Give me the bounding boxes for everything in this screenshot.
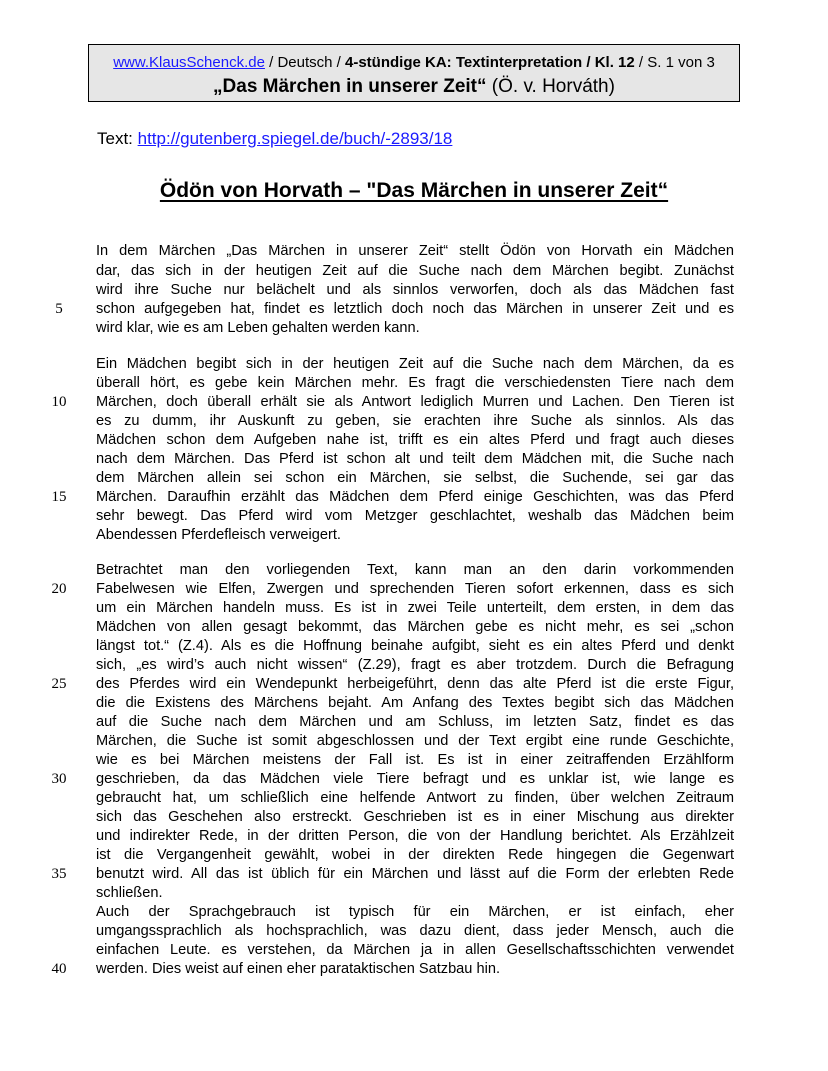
text-line: schon aufgegeben hat, findet es letztlich doch noch das Märchen in unserer Zeit und es: [96, 301, 734, 317]
line-number: 25: [51, 676, 67, 692]
document-title-text: Ödön von Horvath – "Das Märchen in unserer Zeit“: [159, 179, 669, 202]
text-line: umgangssprachlich als hochsprachlich, was dazu dient, dass jeder Mensch, auch die: [96, 923, 734, 939]
text-line: dar, das sich in der heutigen Zeit auf die Suche nach dem Märchen begibt. Zunächst: [96, 263, 734, 279]
text-line: Abendessen Pferdefleisch verweigert.: [96, 527, 341, 543]
text-line: sehr bewegt. Das Pferd wird vom Metzger geschlachtet, weshalb das Mädchen beim: [96, 508, 734, 524]
text-line: Auch der Sprachgebrauch ist typisch für ein Märchen, er ist einfach, eher: [96, 904, 734, 920]
header-subject: / Deutsch /: [264, 54, 345, 71]
text-line: Mädchen von allen gesagt bekommt, das Märchen gebe es nicht mehr, es sei „schon: [96, 619, 734, 635]
text-source: [97, 129, 452, 149]
text-line: ist die Vergangenheit gewählt, wobei in der direkten Rede hingegen die Gegenwart: [96, 847, 734, 863]
text-line: auf die Suche nach dem Märchen und am Schluss, im letzten Satz, findet es das: [96, 714, 734, 730]
header-title-bold: „Das Märchen in unserer Zeit“: [213, 76, 487, 97]
text-line: sich das Geschehen also erstreckt. Geschrieben ist es in einer Mischung aus direkter: [96, 809, 734, 825]
header-title: [89, 76, 739, 98]
text-line: wird klar, wie es am Leben gehalten werden kann.: [96, 320, 420, 336]
text-line: Märchen, die Suche ist somit abgeschlossen und der Text ergibt eine runde Geschichte,: [96, 733, 734, 749]
text-line: gebraucht hat, um schließlich eine helfende Antwort zu finden, über welchen Zeitraum: [96, 790, 734, 806]
header-meta: [89, 54, 739, 72]
line-number: 15: [51, 489, 67, 505]
text-line: Betrachtet man den vorliegenden Text, kann man an den darin vorkommenden: [96, 562, 734, 578]
line-number: 5: [55, 301, 63, 317]
text-line: werden. Dies weist auf einen eher parataktischen Satzbau hin.: [96, 961, 501, 977]
text-source-label: Text:: [97, 129, 138, 148]
text-line: dem Märchen allein sei schon ein Märchen, sie selbst, die Suchende, sei gar das: [96, 470, 734, 486]
text-line: Mädchen schon dem Aufgeben nahe ist, trifft es ein altes Pferd und fragt auch dieses: [96, 432, 734, 448]
text-line: um ein Märchen handeln muss. Es ist in zwei Teile unterteilt, dem ersten, in dem das: [96, 600, 734, 616]
text-line: Märchen, doch überall erhält sie als Antwort lediglich Murren und Lachen. Den Tieren ist: [96, 394, 734, 410]
document-title: [0, 178, 828, 204]
text-line: geschrieben, da das Mädchen viele Tiere befragt und es unklar ist, wie lange es: [96, 771, 734, 787]
text-line: sich, „es wird’s auch nicht wissen“ (Z.29), fragt es aber trotzdem. Durch die Befragung: [96, 657, 734, 673]
line-number: 10: [51, 394, 67, 410]
header-box: [88, 44, 740, 102]
text-line: Fabelwesen wie Elfen, Zwergen und sprechenden Tieren sofort erkennen, dass es sich: [96, 581, 734, 597]
line-number: 40: [51, 961, 67, 977]
header-page: / S. 1 von 3: [634, 54, 715, 71]
header-title-author: (Ö. v. Horváth): [486, 76, 615, 97]
text-line: wie es bei Märchen meistens der Fall ist. Es ist in einer zeitraffenden Erzählform: [96, 752, 734, 768]
text-line: des Pferdes wird ein Wendepunkt herbeigeführt, denn das alte Pferd ist die erste Figur,: [96, 676, 734, 692]
line-number: 20: [51, 581, 67, 597]
text-line: In dem Märchen „Das Märchen in unserer Zeit“ stellt Ödön von Horvath ein Mädchen: [96, 243, 734, 259]
text-line: Ein Mädchen begibt sich in der heutigen Zeit auf die Suche nach dem Märchen, da es: [96, 356, 734, 372]
line-number: 35: [51, 866, 67, 882]
text-source-link[interactable]: http://gutenberg.spiegel.de/buch/-2893/18: [137, 129, 453, 148]
site-link[interactable]: www.KlausSchenck.de: [113, 54, 265, 71]
text-line: wird ihre Suche nur belächelt und als sinnlos verworfen, doch als das Mädchen fast: [96, 282, 734, 298]
text-line: längst tot.“ (Z.4). Als es die Hoffnung beinahe aufgibt, sieht es ein altes Pferd und denkt: [96, 638, 734, 654]
text-line: überall hört, es gebe kein Märchen mehr. Es fragt die verschiedensten Tiere nach dem: [96, 375, 734, 391]
text-line: es zu dumm, ihr Auskunft zu geben, sie erachten ihre Suche als sinnlos. Als das: [96, 413, 734, 429]
text-line: nach dem Märchen. Das Pferd ist schon alt und teilt dem Mädchen mit, die Suche nach: [96, 451, 734, 467]
text-line: Märchen. Daraufhin erzählt das Mädchen dem Pferd einige Geschichten, was das Pferd: [96, 489, 734, 505]
text-line: schließen.: [96, 885, 163, 901]
header-ka: 4-stündige KA: Textinterpretation / Kl. 12: [344, 54, 635, 71]
line-number: 30: [51, 771, 67, 787]
text-line: einfachen Leute. es verstehen, da Märchen ja in allen Gesellschaftsschichten verwendet: [96, 942, 734, 958]
text-line: die die Existens des Märchens bejaht. Am Anfang des Textes begibt sich das Mädchen: [96, 695, 734, 711]
text-line: und indirekter Rede, in der dritten Person, die von der Handlung berichtet. Als Erzählzeit: [96, 828, 734, 844]
text-line: benutzt wird. All das ist üblich für ein Märchen und lässt auf die Form der erlebten Rede: [96, 866, 734, 882]
